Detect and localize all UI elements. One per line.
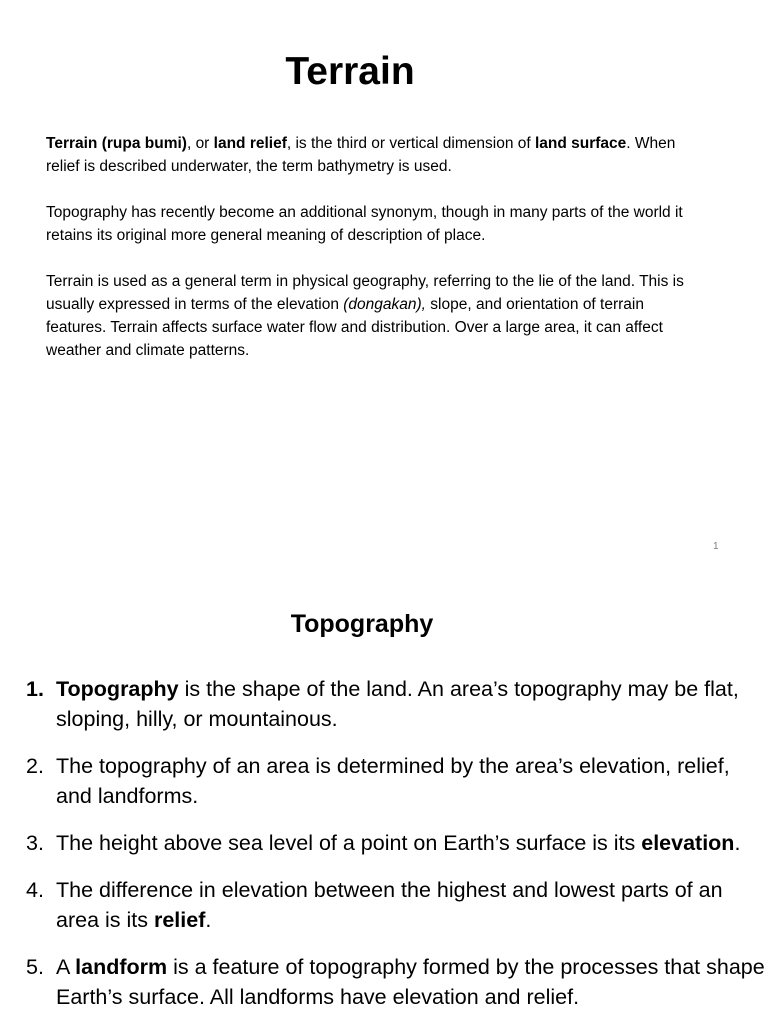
text-run: is the shape of the land. An area’s topography may be flat, sloping, hilly, or mountainous. [56,677,739,731]
text-run: , is the third or vertical dimension of [286,135,535,152]
text-run: The topography of an area is determined by the area’s elevation, relief, and landforms. [56,754,730,808]
slide-title: Terrain [285,50,415,93]
list-number: 4. [26,878,44,902]
bold-term: landform [75,955,168,979]
list-number: 3. [26,831,44,855]
text-run: . [205,908,212,932]
list-item [26,674,766,734]
paragraph-terrain-definition [46,132,696,178]
list-number: 1. [26,677,44,701]
bold-term: elevation [641,831,735,855]
text-run: Terrain is used as a general term in physical geography, referring to the lie of the land. This is usually expressed in terms of the elevation [46,273,684,313]
bold-term: Terrain (rupa bumi) [46,135,187,152]
numbered-list [26,674,766,1029]
text-run: The difference in elevation between the highest and lowest parts of an area is its [56,878,723,932]
list-number: 2. [26,754,44,778]
text-run: A [56,955,76,979]
paragraph-topography-synonym: Topography has recently become an additional synonym, though in many parts of the world it retains its original more general meaning of description of place. [46,204,683,244]
text-run: The height above sea level of a point on Earth’s surface is its [56,831,642,855]
page-number: 1 [713,541,719,552]
text-run: , or [186,135,214,152]
bold-term: land surface [534,135,627,152]
text-run: slope, and orientation of terrain features. Terrain affects surface water flow and distribution. Over a large area, it can affect weather and climate patterns. [46,296,663,359]
bold-term: land relief [213,135,287,152]
slide-title: Topography [290,610,434,638]
text-run: is a feature of topography formed by the processes that shape Earth’s surface. All landforms have elevation and relief. [56,955,765,1009]
list-number: 5. [26,955,44,979]
italic-term: (dongakan), [343,296,426,313]
list-item [26,751,766,811]
bold-term: relief [153,908,206,932]
paragraph-terrain-usage [46,270,696,362]
list-item [26,828,766,858]
text-run: . When relief is described underwater, the term bathymetry is used. [46,135,676,175]
bold-term: Topography [56,677,179,701]
list-item [26,875,766,935]
text-run: . [734,831,741,855]
slide-2 [0,574,768,1024]
list-item [26,952,766,1012]
